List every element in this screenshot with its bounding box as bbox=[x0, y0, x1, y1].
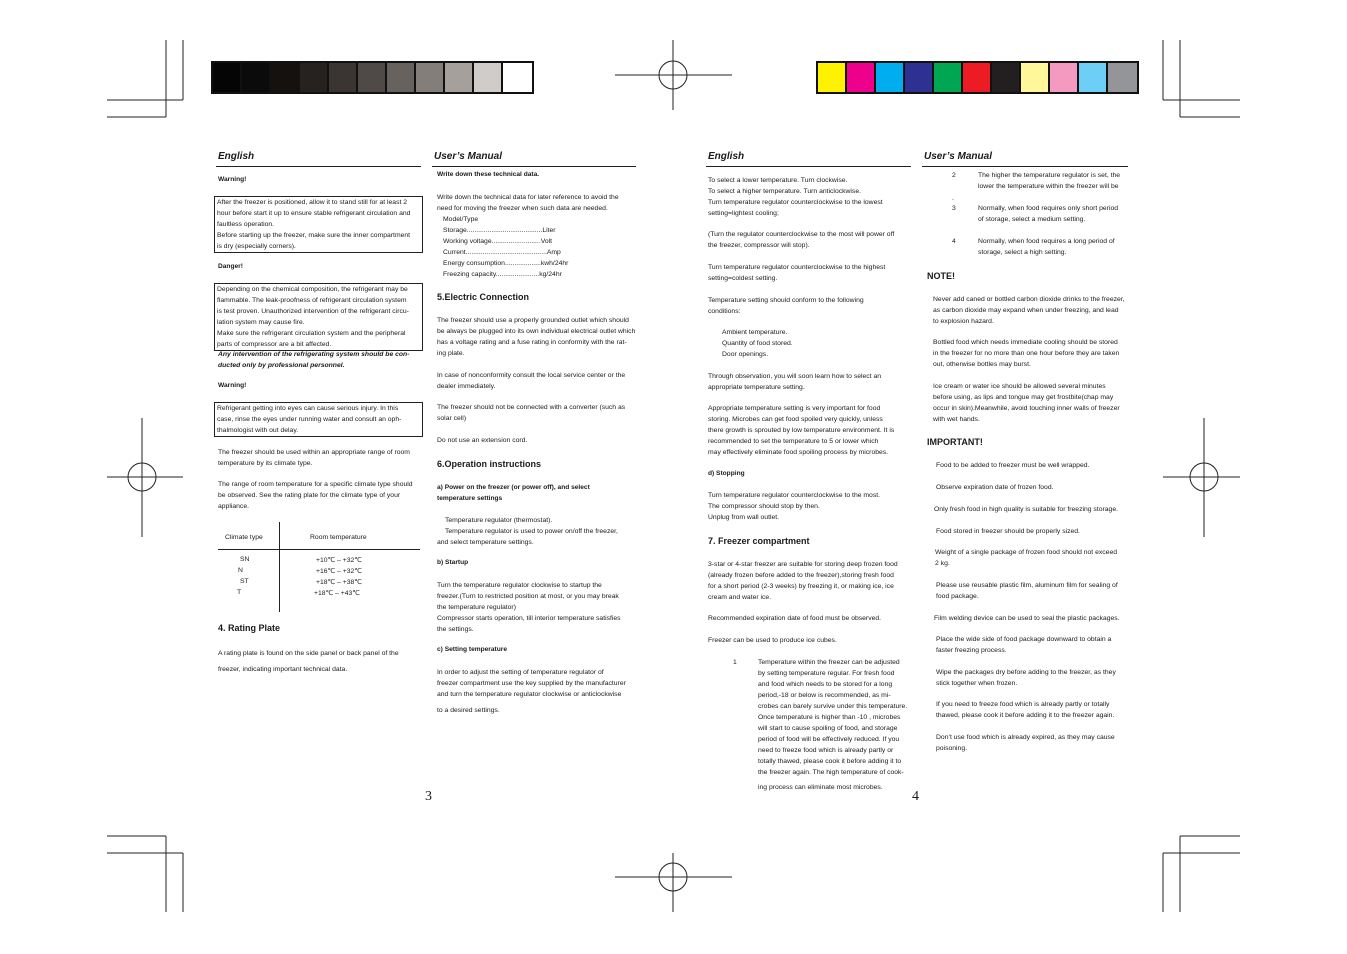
text-line: Turn temperature regulator counterclockwise to the most. bbox=[708, 492, 881, 499]
warning2-text bbox=[217, 403, 420, 436]
electric-paragraph-3 bbox=[437, 402, 625, 424]
table-head-climate: Climate type bbox=[225, 534, 263, 541]
page4-header-manual: User’s Manual bbox=[924, 151, 992, 162]
note-paragraph-1 bbox=[933, 294, 1125, 327]
text-line: Observe expiration date of frozen food. bbox=[936, 484, 1054, 491]
text-line: dealer immediately. bbox=[437, 383, 496, 390]
text-line: Film welding device can be used to seal the plastic packages. bbox=[934, 615, 1120, 622]
operation-heading: 6.Operation instructions bbox=[437, 459, 542, 469]
text-line: a) Power on the freezer (or power off), and select bbox=[437, 484, 590, 491]
text-line: be observed. See the rating plate for the climate type of your bbox=[218, 492, 401, 499]
text-line: (already frozen before added to the freezer),storing fresh food bbox=[708, 572, 894, 579]
text-line: for a short period (2-3 weeks) by freezing it, or making ice, ice bbox=[708, 583, 894, 590]
climate-type-cell: ST bbox=[240, 578, 249, 585]
regulator-paragraph-2 bbox=[708, 229, 894, 251]
page3-header-english: English bbox=[218, 151, 255, 162]
stopping-title: d) Stopping bbox=[708, 470, 745, 477]
text-line: food package. bbox=[936, 593, 979, 600]
text-line: need to freeze food which is already partly or bbox=[758, 747, 894, 754]
text-line: Turn temperature regulator counterclockwise to the lowest bbox=[708, 199, 883, 206]
text-line: appropriate temperature setting. bbox=[708, 384, 805, 391]
danger-box bbox=[214, 283, 423, 351]
page3-header-rule-right bbox=[432, 166, 636, 167]
text-line: The freezer should not be connected with a converter (such as bbox=[437, 404, 626, 411]
text-line: thawed, please cook it before adding it to the freezer again. bbox=[936, 712, 1115, 719]
text-line: as carbon dioxide may expand when under freezing, and lead bbox=[933, 307, 1119, 314]
important-item bbox=[934, 504, 1118, 515]
text-line: crobes can barely survive under this temperature. bbox=[758, 703, 908, 710]
color-swatch bbox=[847, 63, 876, 92]
warning1-title: Warning! bbox=[218, 176, 247, 183]
operation-b-text bbox=[437, 580, 621, 635]
color-swatch bbox=[818, 63, 847, 92]
text-line: Current...........................................Amp bbox=[443, 249, 561, 256]
text-line: the freezer again. The high temperature of cook- bbox=[758, 769, 904, 776]
item-number: 3 bbox=[952, 205, 956, 212]
freezer-compartment-paragraph-3: Freezer can be used to produce ice cubes. bbox=[708, 637, 837, 644]
electric-paragraph-4: Do not use an extension cord. bbox=[437, 437, 528, 444]
text-line: faster freezing process. bbox=[936, 647, 1007, 654]
item-1-last-line: ing process can eliminate most microbes. bbox=[758, 784, 883, 791]
electric-connection-heading: 5.Electric Connection bbox=[437, 292, 530, 302]
important-item bbox=[936, 667, 1116, 689]
color-swatch bbox=[503, 63, 532, 92]
text-line: Food stored in freezer should be properly sized. bbox=[936, 528, 1080, 535]
text-line: lower the temperature within the freezer will be bbox=[978, 183, 1119, 190]
stopping-text bbox=[708, 490, 880, 523]
table-head-temperature: Room temperature bbox=[310, 534, 367, 541]
color-swatch bbox=[358, 63, 387, 92]
freezer-compartment-paragraph-2: Recommended expiration date of food must be observed. bbox=[708, 615, 882, 622]
text-line: out, otherwise bottles may burst. bbox=[933, 361, 1031, 368]
electric-paragraph-2 bbox=[437, 370, 625, 392]
text-line: Normally, when food requires only short period bbox=[978, 205, 1119, 212]
operation-a-title bbox=[437, 482, 590, 504]
text-line: Don’t use food which is already expired, as they may cause bbox=[936, 734, 1115, 741]
text-line: Freezing capacity.......................kg/24hr bbox=[443, 271, 562, 278]
climate-type-cell: N bbox=[238, 567, 243, 574]
text-line: poisoning. bbox=[936, 745, 967, 752]
text-line: If you need to freeze food which is already partly or totally bbox=[936, 701, 1110, 708]
rating-plate-text bbox=[218, 646, 399, 678]
text-line: After the freezer is positioned, allow it to stand still for at least 2 bbox=[217, 199, 408, 206]
text-line: Place the wide side of food package downward to obtain a bbox=[936, 636, 1112, 643]
text-line: parts of compressor are a bit affected. bbox=[217, 341, 332, 348]
text-line: hour before start it up to ensure stable refrigerant circulation and bbox=[217, 210, 411, 217]
item-text bbox=[978, 203, 1118, 225]
room-temperature-cell: +16℃ – +32℃ bbox=[316, 568, 362, 575]
item-text bbox=[978, 236, 1115, 258]
text-line: there growth is sprouted by low temperature environment. It is bbox=[708, 427, 895, 434]
warning1-text bbox=[217, 197, 420, 252]
text-line: cream and water ice. bbox=[708, 594, 772, 601]
text-line: The compressor should stop by then. bbox=[708, 503, 820, 510]
text-line: Refrigerant getting into eyes can cause serious injury. In this bbox=[217, 405, 399, 412]
color-swatch bbox=[213, 63, 242, 92]
text-line: the freezer, compressor will stop). bbox=[708, 242, 810, 249]
conditions-intro bbox=[708, 295, 864, 317]
color-swatch bbox=[1021, 63, 1050, 92]
operation-a-text bbox=[437, 515, 618, 548]
important-item bbox=[936, 460, 1089, 471]
text-line: faultless operation. bbox=[217, 221, 275, 228]
text-line: freezer, indicating important technical data. bbox=[218, 666, 348, 673]
important-item bbox=[936, 732, 1115, 754]
color-swatch bbox=[876, 63, 905, 92]
text-line: storing. Microbes can get food spoiled very quickly, unless bbox=[708, 416, 883, 423]
text-line: Please use reusable plastic film, aluminum film for sealing of bbox=[936, 582, 1118, 589]
text-line: flammable. The leak-proofness of refrigerant circulation system bbox=[217, 297, 407, 304]
item-number: 4 bbox=[952, 238, 956, 245]
rating-plate-heading: 4. Rating Plate bbox=[218, 623, 281, 633]
electric-paragraph-1 bbox=[437, 315, 635, 359]
item-1-number: 1 bbox=[733, 659, 737, 666]
text-line: Weight of a single package of frozen food should not exceed bbox=[935, 549, 1118, 556]
freezer-compartment-paragraph-1 bbox=[708, 559, 898, 603]
text-line: Turn temperature regulator counterclockwise to the highest bbox=[708, 264, 886, 271]
operation-c-text bbox=[437, 667, 626, 700]
color-swatch bbox=[992, 63, 1021, 92]
important-item bbox=[934, 613, 1120, 624]
text-line: 2 kg. bbox=[935, 560, 950, 567]
text-line: in the freezer for no more than one hour before they are taken bbox=[933, 350, 1120, 357]
note-paragraph-2 bbox=[933, 337, 1119, 370]
color-swatch bbox=[445, 63, 474, 92]
page4-header-rule-left bbox=[706, 166, 911, 167]
stray-dot: . bbox=[952, 195, 954, 202]
important-item bbox=[936, 699, 1114, 721]
text-line: Ice cream or water ice should be allowed several minutes bbox=[933, 383, 1106, 390]
text-line: Energy consumption...................kwh/24hr bbox=[443, 260, 569, 267]
table-divider-vertical bbox=[279, 522, 280, 612]
text-line: case, rinse the eyes under running water and consult an oph- bbox=[217, 416, 402, 423]
text-line: ducted only by professional personnel. bbox=[218, 362, 345, 369]
color-swatch bbox=[1079, 63, 1108, 92]
operation-c-title: c) Setting temperature bbox=[437, 646, 507, 653]
page4-header-english: English bbox=[708, 151, 745, 162]
climate-paragraph-1 bbox=[218, 447, 410, 469]
text-line: lation system may cause fire. bbox=[217, 319, 305, 326]
text-line: 3-star or 4-star freezer are suitable for storing deep frozen food bbox=[708, 561, 898, 568]
text-line: freezer compartment use the key supplied by the manufacturer bbox=[437, 680, 626, 687]
text-line: Compressor starts operation, till interior temperature satisfies bbox=[437, 615, 621, 622]
text-line: and turn the temperature regulator clockwise or anticlockwise bbox=[437, 691, 622, 698]
warning2-box bbox=[214, 402, 423, 437]
important-item bbox=[936, 482, 1054, 493]
note-heading: NOTE! bbox=[927, 271, 955, 281]
color-swatch bbox=[387, 63, 416, 92]
color-swatch bbox=[300, 63, 329, 92]
text-line: storage, select a high setting. bbox=[978, 249, 1067, 256]
color-swatch bbox=[1108, 63, 1137, 92]
text-line: by setting temperature regular. For fresh food bbox=[758, 670, 895, 677]
color-swatch bbox=[1050, 63, 1079, 92]
important-item bbox=[936, 526, 1080, 537]
text-line: Ambient temperature. bbox=[722, 329, 788, 336]
text-line: Temperature setting should conform to the following bbox=[708, 297, 864, 304]
text-line: Model/Type bbox=[443, 216, 479, 223]
text-line: Through observation, you will soon learn how to select an bbox=[708, 373, 882, 380]
text-line: Quantity of food stored. bbox=[722, 340, 793, 347]
operation-b-title: b) Startup bbox=[437, 559, 469, 566]
text-line: is test proven. Unauthorized intervention of the refrigerant circu- bbox=[217, 308, 409, 315]
text-line: temperature by its climate type. bbox=[218, 460, 313, 467]
important-item bbox=[936, 580, 1118, 602]
text-line: In case of nonconformity consult the local service center or the bbox=[437, 372, 626, 379]
freezer-compartment-heading: 7. Freezer compartment bbox=[708, 536, 810, 546]
item-number: 2 bbox=[952, 172, 956, 179]
regulator-paragraph-1 bbox=[708, 175, 883, 219]
text-line: recommended to set the temperature to 5 or lower which bbox=[708, 438, 879, 445]
text-line: To select a higher temperature. Turn anticlockwise. bbox=[708, 188, 862, 195]
text-line: be always be plugged into its own individual electrical outlet which bbox=[437, 328, 636, 335]
text-line: (Turn the regulator counterclockwise to the most will power off bbox=[708, 231, 895, 238]
text-line: Make sure the refrigerant circulation system and the peripheral bbox=[217, 330, 406, 337]
write-down-text bbox=[437, 192, 619, 214]
text-line: occur in skin).Meanwhile, avoid touching inner walls of freezer bbox=[933, 405, 1120, 412]
page4-header-rule-right bbox=[922, 166, 1128, 167]
text-line: and select temperature settings. bbox=[437, 539, 534, 546]
text-line: Storage........................................Liter bbox=[443, 227, 556, 234]
observation-paragraph bbox=[708, 371, 881, 393]
color-swatch bbox=[416, 63, 445, 92]
room-temperature-cell: +18℃ – +43℃ bbox=[314, 590, 360, 597]
danger-note bbox=[218, 349, 409, 371]
text-line: need for moving the freezer when such data are needed. bbox=[437, 205, 608, 212]
text-line: and food which needs to be stored for a long bbox=[758, 681, 893, 688]
color-swatch bbox=[474, 63, 503, 92]
spec-list bbox=[443, 214, 568, 280]
warning1-box bbox=[214, 196, 423, 253]
color-swatch bbox=[271, 63, 300, 92]
text-line: Once temperature is higher than -10 , microbes bbox=[758, 714, 901, 721]
color-swatch bbox=[934, 63, 963, 92]
color-swatch bbox=[963, 63, 992, 92]
important-heading: IMPORTANT! bbox=[927, 437, 983, 447]
text-line: stick together when frozen. bbox=[936, 680, 1018, 687]
text-line: period of food will be effectively reduced. If you bbox=[758, 736, 900, 743]
text-line: thalmologist with out delay. bbox=[217, 427, 299, 434]
text-line: The range of room temperature for a specific climate type should bbox=[218, 481, 413, 488]
text-line: Working voltage..........................Volt bbox=[443, 238, 553, 245]
text-line: The freezer should be used within an appropriate range of room bbox=[218, 449, 410, 456]
text-line: Any intervention of the refrigerating system should be con- bbox=[218, 351, 410, 358]
text-line: to explosion hazard. bbox=[933, 318, 994, 325]
text-line: Appropriate temperature setting is very important for food bbox=[708, 405, 881, 412]
table-divider-horizontal bbox=[218, 549, 420, 550]
text-line: Unplug from wall outlet. bbox=[708, 514, 780, 521]
page3-header-manual: User’s Manual bbox=[434, 151, 502, 162]
text-line: Turn the temperature regulator clockwise to startup the bbox=[437, 582, 602, 589]
text-line: temperature settings bbox=[437, 495, 503, 502]
text-line: Food to be added to freezer must be well wrapped. bbox=[936, 462, 1090, 469]
text-line: the settings. bbox=[437, 626, 474, 633]
climate-type-cell: SN bbox=[240, 556, 250, 563]
room-temperature-cell: +10℃ – +32℃ bbox=[316, 557, 362, 564]
text-line: conditions: bbox=[708, 308, 741, 315]
room-temperature-cell: +18℃ – +38℃ bbox=[316, 579, 362, 586]
item-1-text bbox=[758, 657, 907, 778]
conditions-list bbox=[722, 327, 793, 360]
item-text bbox=[978, 170, 1120, 192]
text-line: Write down the technical data for later reference to avoid the bbox=[437, 194, 619, 201]
climate-type-cell: T bbox=[237, 589, 242, 596]
text-line: totally thawed, please cook it before adding it to bbox=[758, 758, 902, 765]
danger-text bbox=[217, 284, 420, 350]
text-line: solar cell) bbox=[437, 415, 467, 422]
text-line: Never add caned or bottled carbon dioxide drinks to the freezer, bbox=[933, 296, 1125, 303]
text-line: freezer.(Turn to restricted position at most, or you may break bbox=[437, 593, 619, 600]
text-line: appliance. bbox=[218, 503, 249, 510]
page-number-4: 4 bbox=[912, 789, 919, 804]
color-swatch bbox=[905, 63, 934, 92]
text-line: before using, as lips and tongue may get frostbite(chap may bbox=[933, 394, 1114, 401]
text-line: the temperature regulator) bbox=[437, 604, 516, 611]
text-line: has a voltage rating and a fuse rating in conformity with the rat- bbox=[437, 339, 627, 346]
setting-importance-paragraph bbox=[708, 403, 894, 458]
color-swatch bbox=[242, 63, 271, 92]
text-line: Temperature regulator is used to power on/off the freezer, bbox=[445, 528, 618, 535]
text-line: In order to adjust the setting of temperature regulator of bbox=[437, 669, 604, 676]
text-line: The freezer should use a properly grounded outlet which should bbox=[437, 317, 629, 324]
danger-title: Danger! bbox=[218, 263, 243, 270]
text-line: Temperature regulator (thermostat). bbox=[445, 517, 553, 524]
text-line: A rating plate is found on the side panel or back panel of the bbox=[218, 650, 399, 657]
page-number-3: 3 bbox=[425, 789, 432, 804]
text-line: The higher the temperature regulator is set, the bbox=[978, 172, 1121, 179]
climate-paragraph-2 bbox=[218, 479, 413, 512]
important-item bbox=[936, 634, 1111, 656]
text-line: Wipe the packages dry before adding to the freezer, as they bbox=[936, 669, 1116, 676]
note-paragraph-3 bbox=[933, 381, 1120, 425]
page3-header-rule-left bbox=[216, 166, 421, 167]
text-line: Temperature within the freezer can be adjusted bbox=[758, 659, 900, 666]
text-line: is dry (especially corners). bbox=[217, 243, 296, 250]
grayscale-calibration-bar bbox=[211, 61, 534, 94]
text-line: setting=coldest setting. bbox=[708, 275, 778, 282]
text-line: Normally, when food requires a long period of bbox=[978, 238, 1115, 245]
text-line: Door openings. bbox=[722, 351, 769, 358]
text-line: of storage, select a medium setting. bbox=[978, 216, 1086, 223]
text-line: will start to cause spoiling of food, and storage bbox=[758, 725, 898, 732]
text-line: Depending on the chemical composition, the refrigerant may be bbox=[217, 286, 408, 293]
text-line: setting=lightest cooling; bbox=[708, 210, 779, 217]
text-line: ing plate. bbox=[437, 350, 465, 357]
text-line: period,-18 or below is recommended, as mi- bbox=[758, 692, 891, 699]
operation-c-last: to a desired settings. bbox=[437, 707, 500, 714]
text-line: To select a lower temperature. Turn clockwise. bbox=[708, 177, 848, 184]
important-item bbox=[935, 547, 1117, 569]
color-calibration-bar bbox=[816, 61, 1139, 94]
color-swatch bbox=[329, 63, 358, 92]
text-line: Bottled food which needs immediate cooling should be stored bbox=[933, 339, 1118, 346]
text-line: Only fresh food in high quality is suitable for freezing storage. bbox=[934, 506, 1118, 513]
regulator-paragraph-3 bbox=[708, 262, 885, 284]
text-line: may effectively eliminate food spoiling process by microbes. bbox=[708, 449, 889, 456]
text-line: Before starting up the freezer, make sure the inner compartment bbox=[217, 232, 411, 239]
write-down-title: Write down these technical data. bbox=[437, 171, 540, 178]
text-line: with wet hands. bbox=[933, 416, 980, 423]
warning2-title: Warning! bbox=[218, 382, 247, 389]
